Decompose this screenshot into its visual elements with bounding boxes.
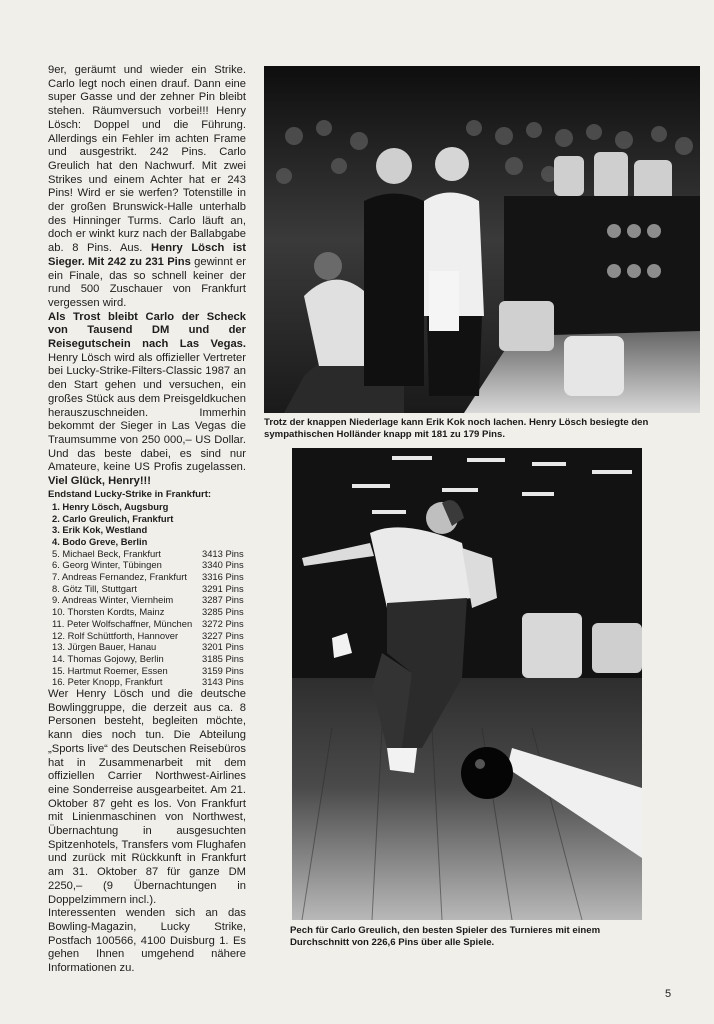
standings-row: 13. Jürgen Bauer, Hanau 3201 Pins	[52, 641, 244, 653]
page-number: 5	[665, 988, 672, 1000]
standings-row: 2. Carlo Greulich, Frankfurt	[52, 512, 174, 524]
standings-row: 12. Rolf Schüttforth, Hannover 3227 Pins	[52, 629, 244, 641]
paragraph-1: 9er, geräumt und wieder ein Strike. Carlo legt noch einen drauf. Dann eine super Gasse und der zehner Pin bleibt stehen. Räumversuch vorbei!!! Henry Lösch: Doppel und die Führung. Allerdings ein Fehler im achten Frame und ausgestrikt. 242 Pins. Carlo Greulich hat den Nachwurf. Mit zwei Strikes und einem Achter hat er 243 Pins! Wird er sie werfen? Totenstille in der großen Brunswick-Halle unterhalb des Hinninger Turms. Carlo läuft an, doch er winkt kurz nach der Ballabgabe ab. 8 Pins. Aus. Henry Lösch ist Sieger. Mit 242 zu 231 Pins gewinnt er ein Finale, das so schnell keiner der rund 500 Zuschauer von Frankfurt vergessen wird.	[48, 64, 246, 309]
standings-row: 11. Peter Wolfschaffner, München 3272 Pins	[52, 617, 244, 629]
paragraph-4: Interessenten wenden sich an das Bowling-Magazin, Lucky Strike, Postfach 100566, 4100 Duisburg 1. Es gehen Ihnen umgehend nähere Informationen zu.	[48, 907, 246, 975]
standings-title: Endstand Lucky-Strike in Frankfurt:	[48, 488, 212, 500]
standings-row: 14. Thomas Gojowy, Berlin 3185 Pins	[52, 652, 244, 664]
standings-row: 6. Georg Winter, Tübingen 3340 Pins	[52, 559, 244, 571]
standings-row: 10. Thorsten Kordts, Mainz 3285 Pins	[52, 606, 244, 618]
caption-winners: Trotz der knappen Niederlage kann Erik Kok noch lachen. Henry Lösch besiegte den sympathischen Holländer knapp mit 181 zu 179 Pins.	[264, 417, 649, 440]
standings-row: 7. Andreas Fernandez, Frankfurt 3316 Pins	[52, 571, 244, 583]
standings-row: 5. Michael Beck, Frankfurt 3413 Pins	[52, 547, 244, 559]
photo-winners	[264, 66, 700, 413]
standings-row: 1. Henry Lösch, Augsburg	[52, 500, 169, 512]
standings-row: 8. Götz Till, Stuttgart 3291 Pins	[52, 582, 244, 594]
paragraph-3: Wer Henry Lösch und die deutsche Bowlinggruppe, die derzeit aus ca. 8 Personen besteht, begleiten möchte, kann dies noch tun. Die Abteilung „Sports live“ des Deutschen Reisebüros hat in Zusammenarbeit mit dem offiziellen Carrier Northwest-Airlines eine Sonderreise ausgearbeitet. Am 21. Oktober 87 geht es los. Von Frankfurt mit Linienmaschinen von Northwest, Übernachtung in ausgesuchten Spitzenhotels, Transfers vom Flughafen und zurück mit Rückkunft in Frankfurt am 31. Oktober 87 für ganze DM 2250,– (9 Übernachtungen in Doppelzimmern incl.).	[48, 688, 246, 906]
standings-row: 3. Erik Kok, Westland	[52, 524, 148, 536]
photo-bowler	[292, 448, 642, 920]
caption-bowler: Pech für Carlo Greulich, den besten Spieler des Turnieres mit einem Durchschnitt von 226,6 Pins über alle Spiele.	[290, 925, 601, 948]
paragraph-2: Als Trost bleibt Carlo der Scheck von Tausend DM und der Reisegutschein nach Las Vegas. Henry Lösch wird als offizieller Vertreter bei Lucky-Strike-Filters-Classic 1987 an den Start gehen und versuchen, ein großes Stück aus dem Preisgeldkuchen herauszuschneiden. Immerhin bekommt der Sieger in Las Vegas die Traumsumme von 250 000,– US Dollar. Und das beste dabei, es sind nur Amateure, keine US Profis zugelassen. Viel Glück, Henry!!!	[48, 310, 246, 488]
standings-list	[52, 501, 246, 688]
standings-row: 4. Bodo Greve, Berlin	[52, 535, 148, 547]
standings-row: 16. Peter Knopp, Frankfurt 3143 Pins	[52, 676, 244, 688]
photo-bowler-image	[292, 448, 642, 920]
article-column	[48, 64, 246, 976]
standings-row: 15. Hartmut Roemer, Essen 3159 Pins	[52, 664, 244, 676]
standings-row: 9. Andreas Winter, Viernheim 3287 Pins	[52, 594, 244, 606]
photo-winners-image	[264, 66, 700, 413]
